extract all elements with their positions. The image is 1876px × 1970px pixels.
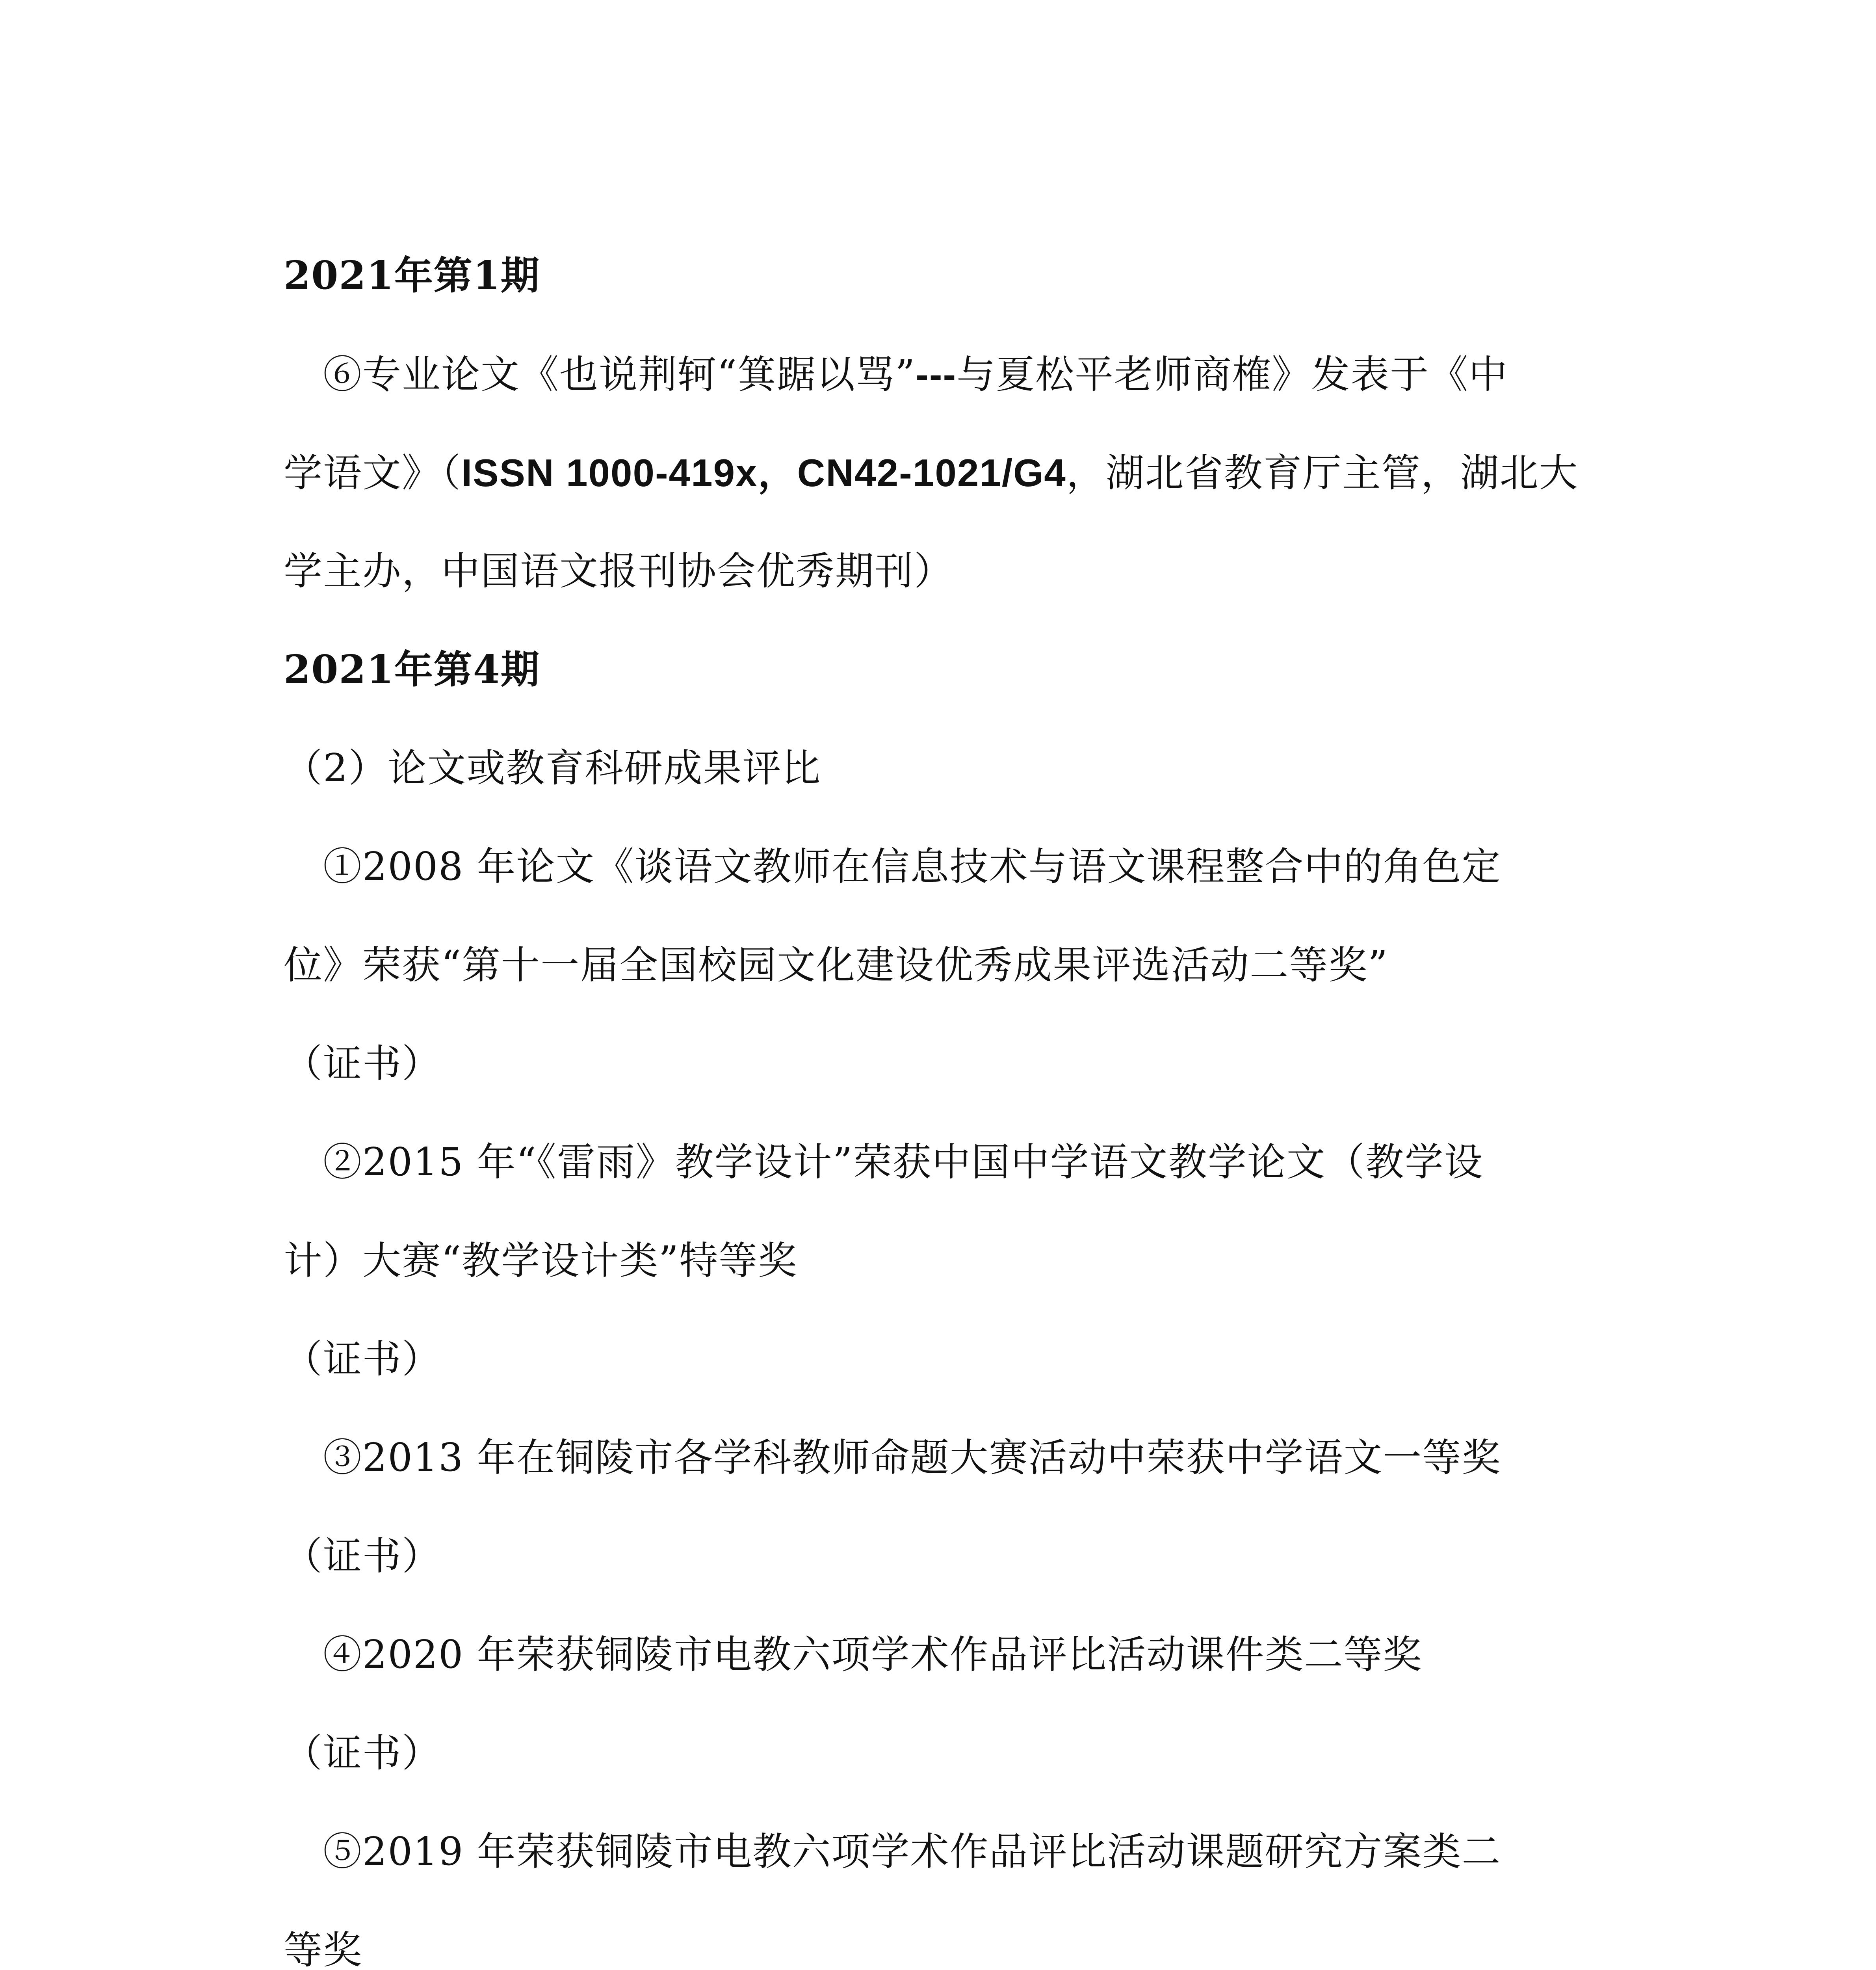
award5-line1: ⑤2019 年荣获铜陵市电教六项学术作品评比活动课题研究方案类二: [323, 1829, 1501, 1874]
paper6-line2-pre: 学语文》（: [284, 451, 462, 496]
paper6-prefix: ⑥专业论文《也说荆轲“箕踞以骂”: [323, 352, 916, 397]
issue-2021-1: 2021年第1期: [284, 253, 540, 298]
award2-line1: ②2015 年“《雷雨》教学设计”荣获中国中学语文教学论文（教学设: [323, 1140, 1484, 1185]
award4-line1: ④2020 年荣获铜陵市电教六项学术作品评比活动课件类二等奖: [323, 1632, 1423, 1677]
award4-cert: （证书）: [284, 1731, 442, 1776]
paper6-line1: [323, 347, 1508, 402]
paper6-line2-post: ，湖北省教育厅主管，湖北大: [1066, 451, 1579, 496]
award2-line2: 计）大赛“教学设计类”特等奖: [284, 1238, 798, 1283]
paper6-line2: [284, 445, 1579, 501]
award2-cert: （证书）: [284, 1337, 442, 1382]
section-2-heading: （2）论文或教育科研成果评比: [284, 746, 821, 791]
paper6-dashes: ---: [916, 353, 957, 396]
award3-cert: （证书）: [284, 1534, 442, 1579]
award1-cert: （证书）: [284, 1041, 442, 1086]
award1-line2: 位》荣获“第十一届全国校园文化建设优秀成果评选活动二等奖”: [284, 943, 1389, 988]
award1-line1: ①2008 年论文《谈语文教师在信息技术与语文课程整合中的角色定: [323, 844, 1501, 889]
paper6-line3: 学主办，中国语文报刊协会优秀期刊）: [284, 549, 954, 594]
paper6-suffix: 与夏松平老师商榷》发表于《中: [957, 352, 1508, 397]
award3-line1: ③2013 年在铜陵市各学科教师命题大赛活动中荣获中学语文一等奖: [323, 1435, 1501, 1480]
award5-line2: 等奖: [284, 1928, 363, 1970]
issue-2021-4: 2021年第4期: [284, 647, 540, 692]
paper6-issn: ISSN 1000-419x，CN42-1021/G4: [461, 451, 1066, 494]
